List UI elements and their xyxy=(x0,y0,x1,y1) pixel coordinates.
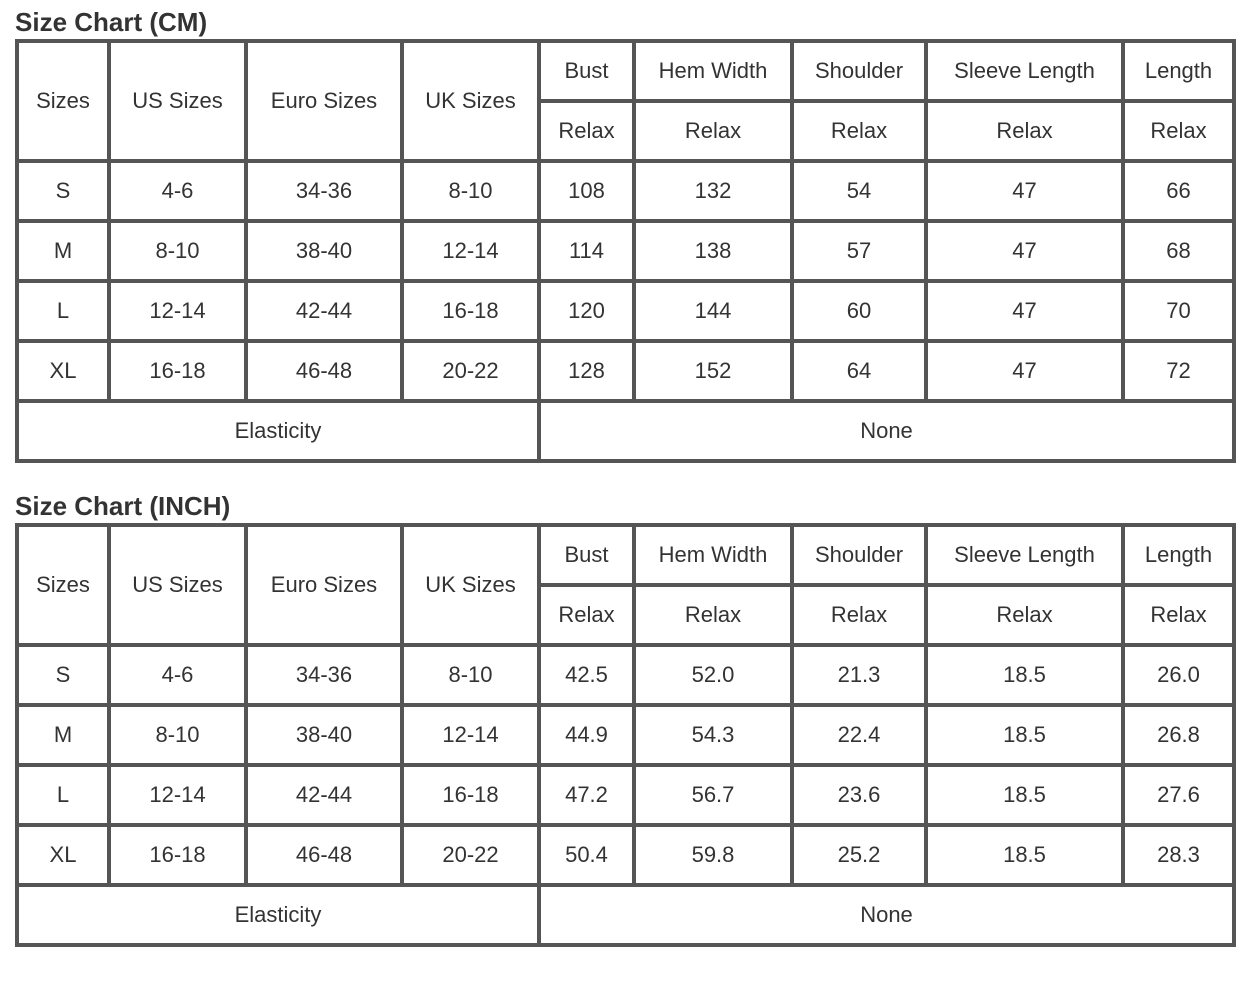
chart-title: Size Chart (CM) xyxy=(15,7,208,37)
cell-size: M xyxy=(17,705,109,765)
cell-sleeve-length: 47 xyxy=(926,281,1123,341)
cell-shoulder: 22.4 xyxy=(792,705,926,765)
header-row xyxy=(17,525,1234,585)
cell-shoulder: 23.6 xyxy=(792,765,926,825)
elasticity-label: Elasticity xyxy=(17,885,539,945)
size-table xyxy=(15,39,1236,463)
cell-hem-width: 56.7 xyxy=(634,765,792,825)
cell-sleeve-length: 18.5 xyxy=(926,705,1123,765)
cell-hem-width: 144 xyxy=(634,281,792,341)
cell-shoulder: 57 xyxy=(792,221,926,281)
cell-hem-width: 138 xyxy=(634,221,792,281)
cell-euro: 34-36 xyxy=(246,645,402,705)
cell-us: 4-6 xyxy=(109,161,246,221)
cell-length: 68 xyxy=(1123,221,1234,281)
table-row xyxy=(17,825,1234,885)
header-row xyxy=(17,41,1234,101)
header-sleeve-length: Sleeve Length xyxy=(926,525,1123,585)
cell-sleeve-length: 47 xyxy=(926,161,1123,221)
subheader-relax: Relax xyxy=(926,585,1123,645)
cell-size: S xyxy=(17,161,109,221)
cell-uk: 20-22 xyxy=(402,341,539,401)
cell-us: 12-14 xyxy=(109,281,246,341)
cell-euro: 38-40 xyxy=(246,705,402,765)
cell-length: 26.0 xyxy=(1123,645,1234,705)
header-bust: Bust xyxy=(539,525,634,585)
cell-length: 27.6 xyxy=(1123,765,1234,825)
cell-euro: 42-44 xyxy=(246,765,402,825)
table-row xyxy=(17,281,1234,341)
table-row xyxy=(17,341,1234,401)
cell-uk: 8-10 xyxy=(402,645,539,705)
subheader-relax: Relax xyxy=(634,585,792,645)
cell-uk: 16-18 xyxy=(402,281,539,341)
cell-shoulder: 25.2 xyxy=(792,825,926,885)
cell-uk: 12-14 xyxy=(402,705,539,765)
cell-bust: 47.2 xyxy=(539,765,634,825)
header-sizes: Sizes xyxy=(17,41,109,161)
cell-us: 8-10 xyxy=(109,705,246,765)
header-sleeve-length: Sleeve Length xyxy=(926,41,1123,101)
cell-bust: 120 xyxy=(539,281,634,341)
cell-euro: 46-48 xyxy=(246,825,402,885)
cell-length: 72 xyxy=(1123,341,1234,401)
cell-us: 4-6 xyxy=(109,645,246,705)
cell-us: 12-14 xyxy=(109,765,246,825)
cell-euro: 38-40 xyxy=(246,221,402,281)
cell-us: 16-18 xyxy=(109,825,246,885)
cell-length: 26.8 xyxy=(1123,705,1234,765)
cell-shoulder: 21.3 xyxy=(792,645,926,705)
header-bust: Bust xyxy=(539,41,634,101)
size-chart-inch xyxy=(15,489,1236,947)
cell-hem-width: 152 xyxy=(634,341,792,401)
cell-bust: 128 xyxy=(539,341,634,401)
elasticity-value: None xyxy=(539,401,1234,461)
header-hem-width: Hem Width xyxy=(634,525,792,585)
cell-euro: 46-48 xyxy=(246,341,402,401)
cell-size: M xyxy=(17,221,109,281)
header-shoulder: Shoulder xyxy=(792,41,926,101)
header-euro-sizes: Euro Sizes xyxy=(246,525,402,645)
cell-size: L xyxy=(17,281,109,341)
subheader-relax: Relax xyxy=(926,101,1123,161)
cell-uk: 20-22 xyxy=(402,825,539,885)
cell-length: 70 xyxy=(1123,281,1234,341)
elasticity-label: Elasticity xyxy=(17,401,539,461)
cell-shoulder: 64 xyxy=(792,341,926,401)
header-us-sizes: US Sizes xyxy=(109,41,246,161)
header-length: Length xyxy=(1123,525,1234,585)
cell-bust: 108 xyxy=(539,161,634,221)
cell-bust: 114 xyxy=(539,221,634,281)
table-row xyxy=(17,765,1234,825)
cell-euro: 42-44 xyxy=(246,281,402,341)
cell-sleeve-length: 47 xyxy=(926,341,1123,401)
cell-uk: 8-10 xyxy=(402,161,539,221)
cell-us: 16-18 xyxy=(109,341,246,401)
footer-row xyxy=(17,401,1234,461)
size-chart-cm xyxy=(15,5,1236,463)
header-us-sizes: US Sizes xyxy=(109,525,246,645)
cell-sleeve-length: 18.5 xyxy=(926,765,1123,825)
cell-size: XL xyxy=(17,825,109,885)
subheader-relax: Relax xyxy=(792,585,926,645)
footer-row xyxy=(17,885,1234,945)
subheader-relax: Relax xyxy=(634,101,792,161)
cell-sleeve-length: 47 xyxy=(926,221,1123,281)
table-row xyxy=(17,221,1234,281)
cell-shoulder: 60 xyxy=(792,281,926,341)
cell-size: L xyxy=(17,765,109,825)
cell-size: XL xyxy=(17,341,109,401)
subheader-relax: Relax xyxy=(539,101,634,161)
cell-length: 28.3 xyxy=(1123,825,1234,885)
header-uk-sizes: UK Sizes xyxy=(402,525,539,645)
cell-hem-width: 132 xyxy=(634,161,792,221)
cell-bust: 50.4 xyxy=(539,825,634,885)
subheader-relax: Relax xyxy=(539,585,634,645)
table-row xyxy=(17,161,1234,221)
chart-title: Size Chart (INCH) xyxy=(15,491,231,521)
header-sizes: Sizes xyxy=(17,525,109,645)
header-euro-sizes: Euro Sizes xyxy=(246,41,402,161)
cell-hem-width: 52.0 xyxy=(634,645,792,705)
cell-length: 66 xyxy=(1123,161,1234,221)
cell-uk: 12-14 xyxy=(402,221,539,281)
subheader-relax: Relax xyxy=(1123,585,1234,645)
cell-sleeve-length: 18.5 xyxy=(926,645,1123,705)
table-row xyxy=(17,645,1234,705)
header-uk-sizes: UK Sizes xyxy=(402,41,539,161)
cell-bust: 42.5 xyxy=(539,645,634,705)
cell-sleeve-length: 18.5 xyxy=(926,825,1123,885)
subheader-relax: Relax xyxy=(1123,101,1234,161)
header-shoulder: Shoulder xyxy=(792,525,926,585)
header-length: Length xyxy=(1123,41,1234,101)
table-row xyxy=(17,705,1234,765)
cell-us: 8-10 xyxy=(109,221,246,281)
cell-bust: 44.9 xyxy=(539,705,634,765)
header-hem-width: Hem Width xyxy=(634,41,792,101)
cell-shoulder: 54 xyxy=(792,161,926,221)
cell-hem-width: 54.3 xyxy=(634,705,792,765)
cell-euro: 34-36 xyxy=(246,161,402,221)
subheader-relax: Relax xyxy=(792,101,926,161)
cell-uk: 16-18 xyxy=(402,765,539,825)
size-table xyxy=(15,523,1236,947)
cell-hem-width: 59.8 xyxy=(634,825,792,885)
cell-size: S xyxy=(17,645,109,705)
elasticity-value: None xyxy=(539,885,1234,945)
